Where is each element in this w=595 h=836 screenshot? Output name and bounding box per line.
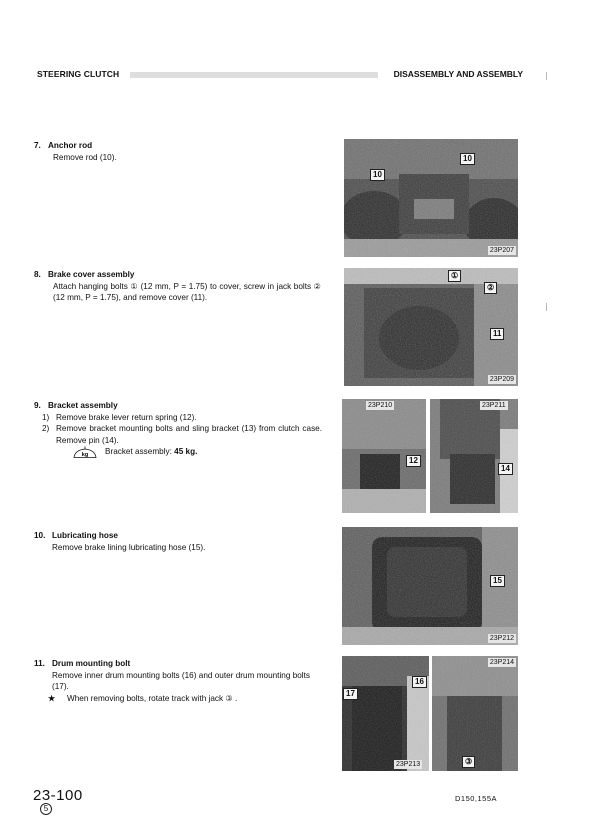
step-number: 11. bbox=[34, 659, 45, 668]
substep-text: Remove brake lever return spring (12). bbox=[56, 412, 197, 422]
photo-callout: 15 bbox=[490, 575, 505, 587]
revision-mark: 5 bbox=[40, 803, 52, 815]
photo-code: 23P214 bbox=[489, 659, 514, 666]
photo-lubricating-hose bbox=[342, 527, 518, 645]
step-body: Remove brake lining lubricating hose (15). bbox=[52, 542, 206, 552]
step-body: Remove inner drum mounting bolts (16) and outer drum mounting bolts (17). bbox=[52, 670, 310, 691]
page-number: 23-100 bbox=[33, 787, 83, 804]
photo-image bbox=[432, 656, 518, 771]
photo-callout: ① bbox=[448, 270, 461, 282]
model-code: D150,155A bbox=[455, 794, 498, 803]
photo-code: 23P212 bbox=[489, 635, 514, 642]
photo-callout: 17 bbox=[343, 688, 358, 700]
note-text: When removing bolts, rotate track with jack ③ . bbox=[67, 694, 238, 703]
step-title: Brake cover assembly bbox=[48, 270, 135, 279]
page-header bbox=[37, 69, 523, 83]
step-number: 8. bbox=[34, 270, 41, 279]
weight-icon-label: kg bbox=[81, 452, 89, 458]
photo-bracket-left bbox=[342, 399, 426, 513]
photo-drum-bolts-right bbox=[432, 656, 518, 771]
weight-icon bbox=[73, 446, 97, 458]
photo-code: 23P213 bbox=[396, 761, 421, 768]
substep-text: Remove bracket mounting bolts and sling bracket (13) from clutch case. Remove pin (14). bbox=[56, 424, 322, 445]
step-title: Bracket assembly bbox=[48, 401, 118, 410]
weight-value: 45 kg. bbox=[174, 447, 198, 456]
note-star-icon: ★ bbox=[48, 694, 56, 703]
substep-number: 1) bbox=[42, 412, 50, 422]
weight-label: Bracket assembly: bbox=[105, 447, 172, 456]
step-number: 7. bbox=[34, 141, 41, 150]
section-title-left: STEERING CLUTCH bbox=[37, 69, 120, 79]
photo-callout: 10 bbox=[460, 153, 475, 165]
photo-callout: ③ bbox=[462, 756, 475, 768]
step-title: Anchor rod bbox=[48, 141, 93, 150]
step-number: 9. bbox=[34, 401, 41, 410]
step-body: Remove rod (10). bbox=[53, 152, 117, 162]
photo-code: 23P209 bbox=[489, 376, 514, 383]
photo-bracket-right bbox=[430, 399, 518, 513]
photo-image bbox=[344, 139, 518, 257]
photo-anchor-rod bbox=[344, 139, 518, 257]
photo-brake-cover bbox=[344, 268, 518, 386]
photo-code: 23P211 bbox=[482, 402, 506, 409]
photo-drum-bolts-left bbox=[342, 656, 429, 771]
photo-callout: 14 bbox=[498, 463, 513, 475]
photo-image bbox=[342, 656, 429, 771]
step-title: Lubricating hose bbox=[52, 531, 118, 540]
step-title: Drum mounting bolt bbox=[52, 659, 131, 668]
header-dotted-rule bbox=[130, 72, 378, 78]
photo-image bbox=[430, 399, 518, 513]
photo-code: 23P210 bbox=[368, 402, 393, 409]
substep-number: 2) bbox=[42, 424, 50, 433]
photo-callout: 11 bbox=[490, 328, 504, 340]
photo-code: 23P207 bbox=[489, 247, 514, 254]
photo-callout: ② bbox=[484, 282, 497, 294]
photo-callout: 16 bbox=[412, 676, 427, 688]
margin-mark bbox=[546, 72, 547, 80]
section-title-right: DISASSEMBLY AND ASSEMBLY bbox=[393, 69, 523, 79]
step-body: Attach hanging bolts ① (12 mm, P = 1.75) to cover, screw in jack bolts ② (12 mm, P = 1.75), and remove cover (11). bbox=[53, 281, 321, 302]
margin-mark bbox=[546, 303, 547, 311]
step-number: 10. bbox=[34, 531, 46, 540]
photo-callout: 12 bbox=[406, 455, 421, 467]
photo-callout: 10 bbox=[370, 169, 385, 181]
